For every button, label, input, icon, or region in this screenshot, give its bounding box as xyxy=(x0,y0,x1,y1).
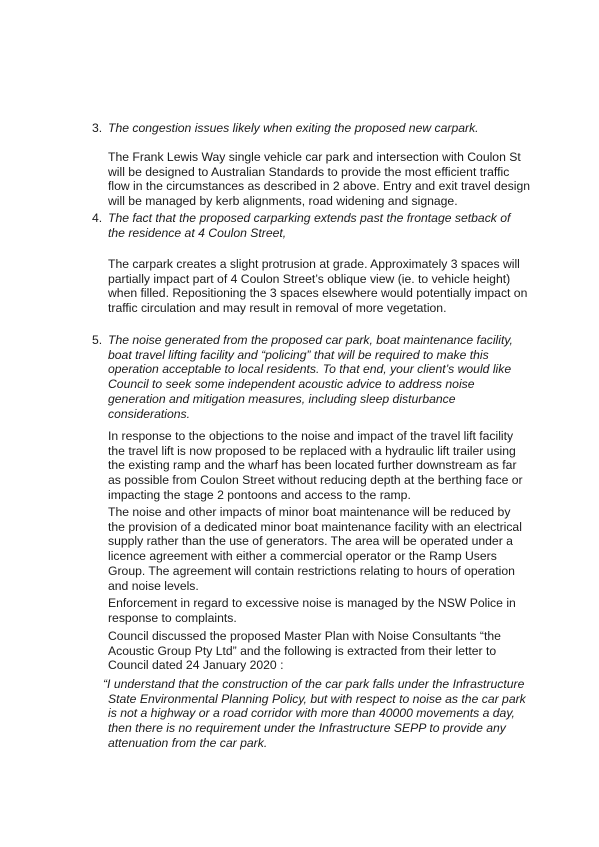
item-4-heading xyxy=(108,211,510,240)
paragraph-line: The Frank Lewis Way single vehicle car park and intersection with Coulon St xyxy=(108,150,521,164)
item-3-heading xyxy=(108,121,479,136)
item-4-number: 4. xyxy=(92,211,103,225)
item-5-paragraph-4 xyxy=(108,629,501,673)
quote-line: attenuation from the car park. xyxy=(108,735,268,750)
item-5-quote xyxy=(103,677,526,751)
paragraph-line: the travel lift is now proposed to be replaced with a hydraulic lift trailer using xyxy=(108,443,516,458)
item-3-paragraph xyxy=(108,150,530,209)
paragraph-line: supply rather than the use of generators. The area will be operated under a xyxy=(108,534,513,549)
paragraph-line: flow in the circumstances as described in 2 above. Entry and exit travel design xyxy=(108,179,531,194)
item-5-heading xyxy=(108,333,513,421)
paragraph-line: Group. The agreement will contain restrictions relating to hours of operation xyxy=(108,563,515,578)
heading-line: the residence at 4 Coulon Street, xyxy=(108,225,287,240)
paragraph-line: Acoustic Group Pty Ltd” and the following is extracted from their letter to xyxy=(108,643,497,658)
paragraph-line: The noise and other impacts of minor boat maintenance will be reduced by xyxy=(108,505,511,519)
quote-line: is not a highway or a road corridor with more than 40000 movements a day, xyxy=(108,706,515,721)
paragraph-line: when filled. Repositioning the 3 spaces elsewhere would potentially impact on xyxy=(108,286,528,301)
paragraph-line: Council discussed the proposed Master Plan with Noise Consultants “the xyxy=(108,629,501,643)
item-3-number: 3. xyxy=(92,121,103,135)
paragraph-line: response to complaints. xyxy=(108,610,237,625)
paragraph-line: will be designed to Australian Standards to provide the most efficient traffic xyxy=(108,164,510,179)
paragraph-line: will be managed by kerb alignments, road widening and signage. xyxy=(108,194,458,209)
quote-line: then there is no requirement under the Infrastructure SEPP to provide any xyxy=(108,721,506,736)
item-4-paragraph xyxy=(108,257,527,316)
paragraph-line: licence agreement with either a commercial operator or the Ramp Users xyxy=(108,549,497,564)
item-5-number: 5. xyxy=(92,333,103,347)
paragraph-line: traffic circulation and may result in removal of more vegetation. xyxy=(108,301,447,316)
paragraph-line: Council dated 24 January 2020 : xyxy=(108,658,284,673)
paragraph-line: In response to the objections to the noise and impact of the travel lift facility xyxy=(108,429,514,443)
heading-line: Council to seek some independent acoustic advice to address noise xyxy=(108,377,475,392)
paragraph-line: the existing ramp and the wharf has been located further downstream as far xyxy=(108,458,517,473)
heading-line: generation and mitigation measures, including sleep disturbance xyxy=(108,391,456,406)
heading-line: boat travel lifting facility and “policing” that will be required to make this xyxy=(108,347,489,362)
item-5-paragraph-2 xyxy=(108,505,522,593)
item-5-paragraph-3 xyxy=(108,596,516,625)
paragraph-line: impacting the stage 2 pontoons and access to the ramp. xyxy=(108,487,411,502)
heading-line: operation acceptable to local residents. To that end, your client’s would like xyxy=(108,362,512,377)
paragraph-line: the provision of a dedicated minor boat maintenance facility with an electrical xyxy=(108,519,522,534)
heading-line: The noise generated from the proposed car park, boat maintenance facility, xyxy=(108,333,513,347)
item-5-paragraph-1 xyxy=(108,429,523,503)
paragraph-line: and noise levels. xyxy=(108,578,199,593)
heading-line: The congestion issues likely when exiting the proposed new carpark. xyxy=(108,121,479,135)
heading-line: considerations. xyxy=(108,406,190,421)
paragraph-line: Enforcement in regard to excessive noise is managed by the NSW Police in xyxy=(108,596,516,610)
heading-line: The fact that the proposed carparking extends past the frontage setback of xyxy=(108,211,511,225)
quote-line: State Environmental Planning Policy, but with respect to noise as the car park xyxy=(108,691,526,706)
paragraph-line: partially impact part of 4 Coulon Street’s oblique view (ie. to vehicle height) xyxy=(108,271,511,286)
paragraph-line: The carpark creates a slight protrusion at grade. Approximately 3 spaces will xyxy=(108,257,520,271)
quote-line: “I understand that the construction of the car park falls under the Infrastructure xyxy=(103,677,525,691)
paragraph-line: as possible from Coulon Street without reducing depth at the berthing face or xyxy=(108,473,523,488)
